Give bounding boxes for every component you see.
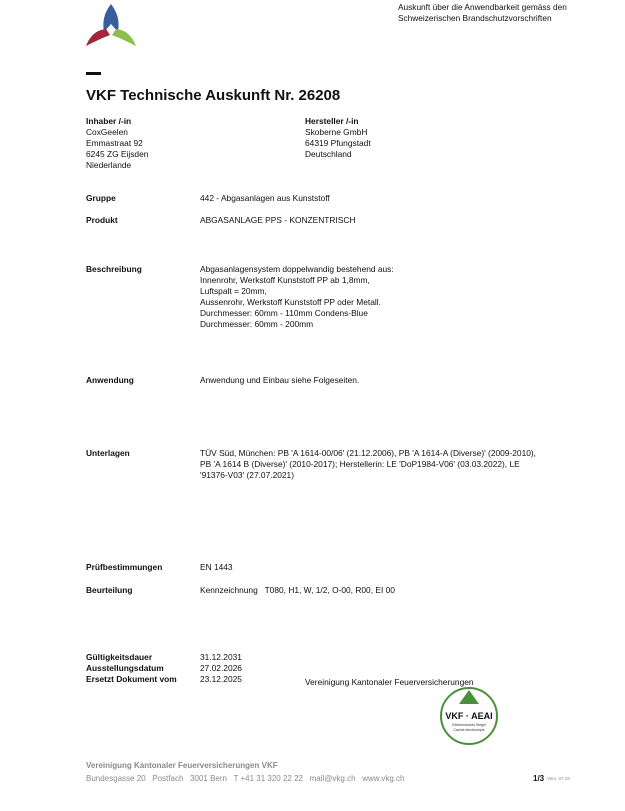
title-marker <box>86 72 101 75</box>
footer-org: Vereinigung Kantonaler Feuerversicherungen VKF <box>86 761 278 770</box>
manufacturer-block <box>305 116 505 160</box>
owner-label: Inhaber /-in <box>86 116 132 126</box>
manufacturer-address: Skoberne GmbH 64319 Pfungstadt Deutschland <box>305 127 371 159</box>
gruppe-value: 442 - Abgasanlagen aus Kunststoff <box>200 193 330 203</box>
ausstellung-label: Ausstellungsdatum <box>86 663 164 673</box>
page-number: 1/3 <box>533 774 545 783</box>
beschreibung-label: Beschreibung <box>86 264 142 274</box>
vkf-logo <box>84 2 138 48</box>
signature-org: Vereinigung Kantonaler Feuerversicherungen <box>305 677 474 687</box>
anwendung-label: Anwendung <box>86 375 134 385</box>
seal-sub1: Elektronisches Siegel <box>452 723 486 727</box>
pruefbestimmungen-label: Prüfbestimmungen <box>86 562 163 572</box>
electronic-seal <box>434 686 504 746</box>
ausstellung-value: 27.02.2026 <box>200 663 242 673</box>
ersetzt-value: 23.12.2025 <box>200 674 242 684</box>
gueltigkeit-label: Gültigkeitsdauer <box>86 652 153 662</box>
beurteilung-label: Beurteilung <box>86 585 133 595</box>
manufacturer-label: Hersteller /-in <box>305 116 359 126</box>
owner-block <box>86 116 286 171</box>
header-note-line2: Schweizerischen Brandschutzvorschriften <box>398 13 552 23</box>
unterlagen-label: Unterlagen <box>86 448 130 458</box>
seal-text: VKF · AEAI <box>445 711 493 721</box>
gruppe-label: Gruppe <box>86 193 116 203</box>
header-note <box>398 2 618 24</box>
anwendung-value: Anwendung und Einbau siehe Folgeseiten. <box>200 375 360 385</box>
ersetzt-label: Ersetzt Dokument vom <box>86 674 177 684</box>
page-title: VKF Technische Auskunft Nr. 26208 <box>86 87 341 104</box>
gueltigkeit-value: 31.12.2031 <box>200 652 242 662</box>
seal-sub2: Cachet électronique <box>453 728 485 732</box>
produkt-label: Produkt <box>86 215 118 225</box>
version-label: Vers. 07.19 <box>547 776 570 781</box>
owner-address: CoxGeelen Emmastraat 92 6245 ZG Eijsden Niederlande <box>86 127 149 170</box>
pruefbestimmungen-value: EN 1443 <box>200 562 233 572</box>
produkt-value: ABGASANLAGE PPS - KONZENTRISCH <box>200 215 356 225</box>
unterlagen-value: TÜV Süd, München: PB 'A 1614-00/06' (21.12.2006), PB 'A 1614-A (Diverse)' (2009-2010), PB 'A 1614 B (Diverse)' (2010-2017); Herstellerin: LE 'DoP1984-V06' (03.03.2022), LE '91376-V03' (27.07.2021) <box>200 448 537 480</box>
footer-address: Bundesgasse 20 Postfach 3001 Bern T +41 31 320 22 22 mail@vkg.ch www.vkg.ch <box>86 774 405 783</box>
beurteilung-value: Kennzeichnung T080, H1, W, 1/2, O-00, R00, EI 00 <box>200 585 395 595</box>
beschreibung-value: Abgasanlagensystem doppelwandig bestehend aus: Innenrohr, Werkstoff Kunststoff PP ab 1,8mm, Luftspalt = 20mm, Aussenrohr, Werkstoff Kunststoff PP oder Metall. Durchmesser: 60mm - 110mm Condens-Blue Durchmesser: 60mm - 200mm <box>200 264 394 329</box>
header-note-line1: Auskunft über die Anwendbarkeit gemäss den <box>398 2 567 12</box>
